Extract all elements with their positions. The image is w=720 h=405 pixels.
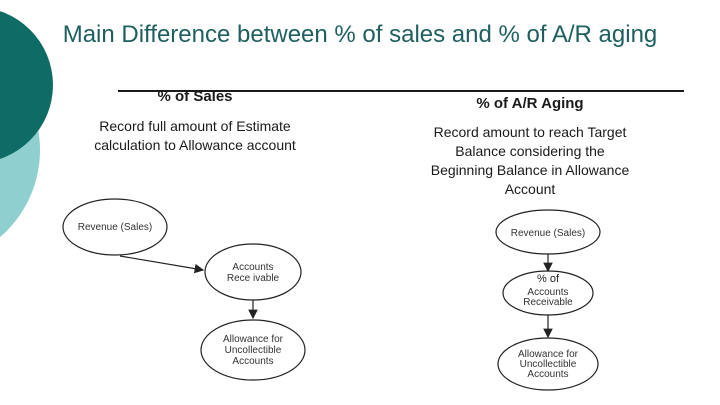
ar-node-label-1: Accounts [527,287,569,298]
ar-node-label-2: Receivable [523,297,573,308]
allowance-node-label-1: Allowance for [222,334,284,345]
arrow-label: % of [536,273,560,285]
left-flow-diagram [55,190,315,395]
right-column-description: Record amount to reach Target Balance considering the Beginning Balance in Allowance Account [430,124,630,197]
allowance-node-label-3: Accounts [232,356,274,367]
left-column-description: Record full amount of Estimate calculation to Allowance account [94,118,296,153]
ar-node-label-1: Accounts [232,262,274,273]
allowance-node-label-3: Accounts [527,369,569,380]
ar-node-label-2: Rece ivable [226,273,280,284]
revenue-node-label: Revenue (Sales) [510,228,586,239]
allowance-node-label-1: Allowance for [517,349,579,360]
allowance-node-label-2: Uncollectible [224,345,282,356]
right-column-heading: % of A/R Aging [476,95,584,112]
right-flow-diagram [490,205,610,400]
slide-title: Main Difference between % of sales and % of A/R aging [62,21,658,48]
revenue-node-label: Revenue (Sales) [77,222,153,233]
arrow-revenue-to-ar [120,256,203,270]
left-column-heading: % of Sales [157,88,233,105]
allowance-node-label-2: Uncollectible [519,359,577,370]
